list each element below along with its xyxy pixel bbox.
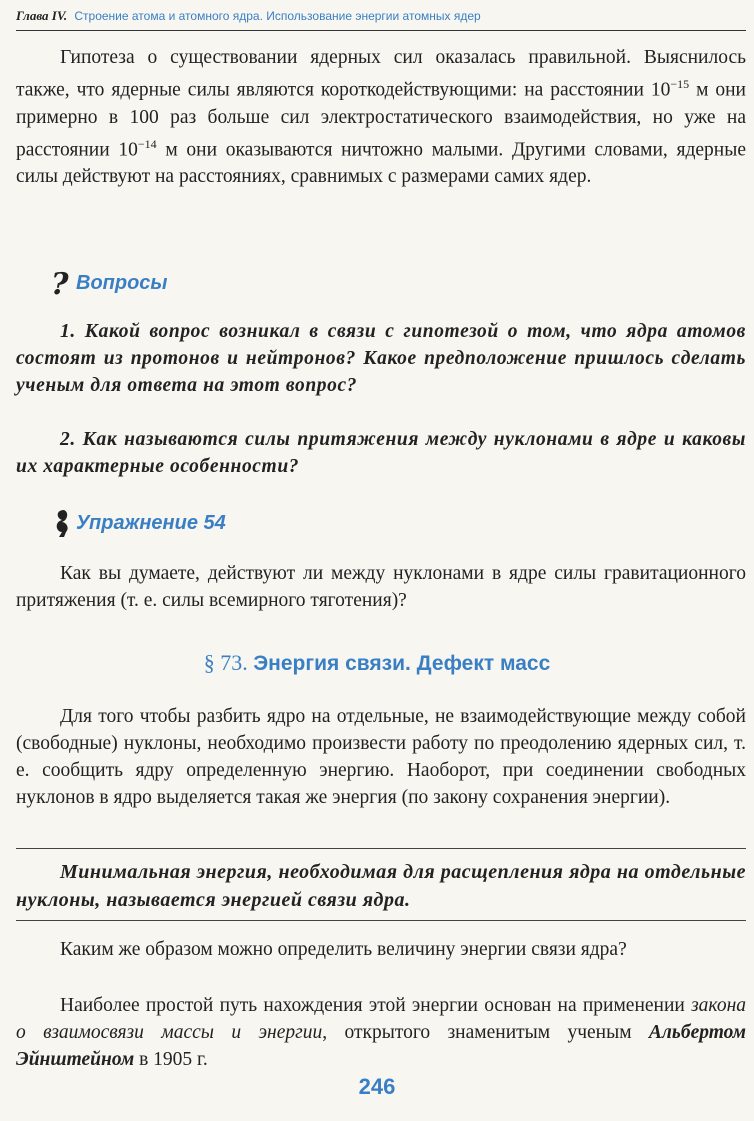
p1-text-c: м они оказываются ничтожно малыми. Другими словами, ядерные силы действуют на расстояниях, сравнимых с размерами самих ядер.	[16, 139, 746, 187]
questions-heading-label: Вопросы	[76, 271, 168, 294]
p1-text-a: Гипотеза о существовании ядерных сил оказалась правильной. Выяснилось также, что ядерные силы являются короткодействующими: на расстоянии 10	[16, 47, 746, 101]
section-title-text: Энергия связи. Дефект масс	[253, 652, 551, 675]
questions-heading	[50, 268, 168, 298]
question-mark-icon	[50, 268, 72, 298]
paragraph-binding-work: Для того чтобы разбить ядро на отдельные, не взаимодействующие между собой (свободные) нуклоны, необходимо произвести работу по преодолению ядерных сил, т. е. сообщить ядру определенную энергию. Наоборот, при соединении свободных нуклонов в ядро выделяется такая же энергия (по закону сохранения энергии).	[16, 706, 746, 808]
p4-law-name: закона о взаимосвязи массы и энергии	[16, 995, 746, 1043]
chapter-label: Глава IV.	[16, 8, 68, 23]
definition-top-rule	[16, 848, 746, 849]
p1-exponent-2: −14	[137, 136, 157, 151]
chapter-title: Строение атома и атомного ядра. Использование энергии атомных ядер	[74, 9, 481, 23]
definition-binding-energy: Минимальная энергия, необходимая для расщепления ядра на отдельные нуклоны, называется энергией связи ядра.	[16, 861, 746, 911]
p1-text-b: м они примерно в 100 раз больше сил электростатического взаимодействия, но уже на расстоянии 10	[16, 79, 746, 160]
question-1: 1. Какой вопрос возникал в связи с гипотезой о том, что ядра атомов состоят из протонов и нейтронов? Какое предположение пришлось сделать ученым для ответа на этот вопрос?	[16, 321, 746, 396]
p4-text-a: Наиболее простой путь нахождения этой энергии основан на применении	[60, 995, 692, 1016]
p1-exponent-1: −15	[670, 77, 690, 91]
exercise-heading	[50, 508, 226, 538]
section-symbol: § 73.	[203, 650, 248, 675]
paragraph-nuclear-forces	[16, 44, 746, 190]
paragraph-question: Каким же образом можно определить величину энергии связи ядра?	[60, 939, 627, 960]
definition-bottom-rule	[16, 920, 746, 921]
svg-text:?: ?	[51, 268, 69, 298]
p4-text-c: , открытого знаменитым ученым	[322, 1022, 649, 1043]
p4-text-e: в 1905 г.	[134, 1049, 208, 1070]
exercise-text: Как вы думаете, действуют ли между нуклонами в ядре силы гравитационного притяжения (т. е. силы всемирного тяготения)?	[16, 563, 746, 611]
page-number: 246	[358, 1074, 396, 1099]
p4-scientist-name: Альбертом Эйнштейном	[16, 1022, 746, 1070]
exercise-icon	[50, 508, 72, 538]
question-2: 2. Как называются силы притяжения между нуклонами в ядре и каковы их характерные особенности?	[16, 429, 746, 477]
paragraph-einstein	[16, 992, 746, 1073]
section-title	[0, 650, 754, 676]
running-header	[16, 8, 746, 31]
exercise-heading-label: Упражнение 54	[76, 511, 226, 534]
